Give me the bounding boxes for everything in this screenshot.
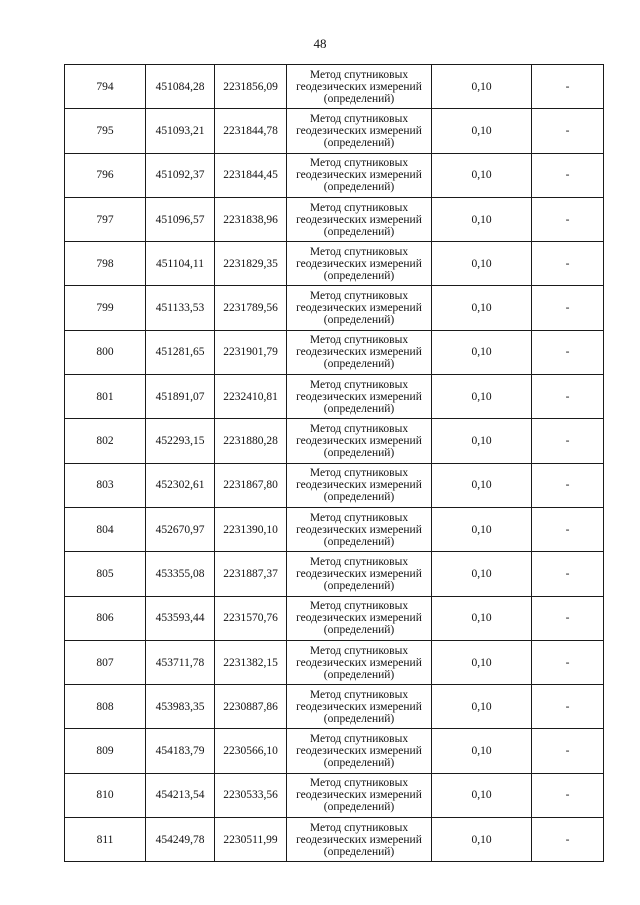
method-cell [287, 685, 432, 729]
table-row [65, 685, 604, 729]
method-text: Метод спутниковых геодезических измерений (определений) [296, 467, 422, 504]
x-coordinate-cell: 452293,15 [146, 419, 215, 463]
table-row [65, 463, 604, 507]
accuracy-cell: 0,10 [432, 596, 532, 640]
table-row [65, 640, 604, 684]
accuracy-cell: 0,10 [432, 242, 532, 286]
y-coordinate-cell: 2231789,56 [215, 286, 287, 330]
accuracy-cell: 0,10 [432, 197, 532, 241]
description-cell: - [532, 65, 604, 109]
method-text: Метод спутниковых геодезических измерений (определений) [296, 245, 422, 282]
x-coordinate-cell: 451281,65 [146, 330, 215, 374]
x-coordinate-cell: 451093,21 [146, 109, 215, 153]
description-cell: - [532, 773, 604, 817]
table-row [65, 596, 604, 640]
x-coordinate-cell: 451096,57 [146, 197, 215, 241]
point-number-cell: 804 [65, 507, 146, 551]
point-number-cell: 798 [65, 242, 146, 286]
point-number-cell: 794 [65, 65, 146, 109]
description-cell: - [532, 685, 604, 729]
y-coordinate-cell: 2231901,79 [215, 330, 287, 374]
table-body [65, 65, 604, 862]
point-number-cell: 805 [65, 552, 146, 596]
table-row [65, 419, 604, 463]
x-coordinate-cell: 451891,07 [146, 375, 215, 419]
point-number-cell: 797 [65, 197, 146, 241]
description-cell: - [532, 153, 604, 197]
method-cell [287, 65, 432, 109]
method-cell [287, 507, 432, 551]
description-cell: - [532, 197, 604, 241]
method-cell [287, 242, 432, 286]
description-cell: - [532, 109, 604, 153]
method-text: Метод спутниковых геодезических измерений (определений) [296, 777, 422, 814]
x-coordinate-cell: 451133,53 [146, 286, 215, 330]
table-row [65, 330, 604, 374]
method-text: Метод спутниковых геодезических измерений (определений) [296, 555, 422, 592]
method-cell [287, 640, 432, 684]
method-cell [287, 463, 432, 507]
accuracy-cell: 0,10 [432, 729, 532, 773]
accuracy-cell: 0,10 [432, 463, 532, 507]
table-row [65, 109, 604, 153]
accuracy-cell: 0,10 [432, 685, 532, 729]
y-coordinate-cell: 2231844,78 [215, 109, 287, 153]
y-coordinate-cell: 2231880,28 [215, 419, 287, 463]
table-row [65, 818, 604, 862]
point-number-cell: 795 [65, 109, 146, 153]
description-cell: - [532, 596, 604, 640]
x-coordinate-cell: 452302,61 [146, 463, 215, 507]
point-number-cell: 801 [65, 375, 146, 419]
method-cell [287, 818, 432, 862]
x-coordinate-cell: 453593,44 [146, 596, 215, 640]
y-coordinate-cell: 2230887,86 [215, 685, 287, 729]
y-coordinate-cell: 2231867,80 [215, 463, 287, 507]
method-cell [287, 552, 432, 596]
point-number-cell: 810 [65, 773, 146, 817]
table-row [65, 65, 604, 109]
method-cell [287, 197, 432, 241]
point-number-cell: 808 [65, 685, 146, 729]
method-cell [287, 153, 432, 197]
y-coordinate-cell: 2231887,37 [215, 552, 287, 596]
method-cell [287, 375, 432, 419]
table-row [65, 197, 604, 241]
accuracy-cell: 0,10 [432, 552, 532, 596]
y-coordinate-cell: 2231844,45 [215, 153, 287, 197]
y-coordinate-cell: 2231829,35 [215, 242, 287, 286]
description-cell: - [532, 330, 604, 374]
point-number-cell: 807 [65, 640, 146, 684]
x-coordinate-cell: 453355,08 [146, 552, 215, 596]
method-text: Метод спутниковых геодезических измерений (определений) [296, 423, 422, 460]
method-cell [287, 419, 432, 463]
x-coordinate-cell: 451084,28 [146, 65, 215, 109]
method-cell [287, 286, 432, 330]
accuracy-cell: 0,10 [432, 330, 532, 374]
y-coordinate-cell: 2231838,96 [215, 197, 287, 241]
point-number-cell: 803 [65, 463, 146, 507]
point-number-cell: 811 [65, 818, 146, 862]
accuracy-cell: 0,10 [432, 375, 532, 419]
x-coordinate-cell: 451092,37 [146, 153, 215, 197]
description-cell: - [532, 242, 604, 286]
accuracy-cell: 0,10 [432, 640, 532, 684]
method-text: Метод спутниковых геодезических измерений (определений) [296, 290, 422, 327]
method-cell [287, 596, 432, 640]
table-row [65, 286, 604, 330]
method-text: Метод спутниковых геодезических измерений (определений) [296, 821, 422, 858]
x-coordinate-cell: 452670,97 [146, 507, 215, 551]
point-number-cell: 800 [65, 330, 146, 374]
accuracy-cell: 0,10 [432, 419, 532, 463]
accuracy-cell: 0,10 [432, 153, 532, 197]
description-cell: - [532, 507, 604, 551]
x-coordinate-cell: 451104,11 [146, 242, 215, 286]
accuracy-cell: 0,10 [432, 773, 532, 817]
method-text: Метод спутниковых геодезических измерений (определений) [296, 201, 422, 238]
table-row [65, 375, 604, 419]
accuracy-cell: 0,10 [432, 109, 532, 153]
coordinates-table [64, 64, 604, 862]
y-coordinate-cell: 2231382,15 [215, 640, 287, 684]
method-cell [287, 729, 432, 773]
table-row [65, 773, 604, 817]
x-coordinate-cell: 454213,54 [146, 773, 215, 817]
y-coordinate-cell: 2230511,99 [215, 818, 287, 862]
table-row [65, 242, 604, 286]
accuracy-cell: 0,10 [432, 286, 532, 330]
description-cell: - [532, 419, 604, 463]
x-coordinate-cell: 454249,78 [146, 818, 215, 862]
method-text: Метод спутниковых геодезических измерений (определений) [296, 334, 422, 371]
y-coordinate-cell: 2231856,09 [215, 65, 287, 109]
method-text: Метод спутниковых геодезических измерений (определений) [296, 733, 422, 770]
method-cell [287, 330, 432, 374]
description-cell: - [532, 729, 604, 773]
table-row [65, 507, 604, 551]
description-cell: - [532, 640, 604, 684]
description-cell: - [532, 286, 604, 330]
method-text: Метод спутниковых геодезических измерений (определений) [296, 600, 422, 637]
point-number-cell: 809 [65, 729, 146, 773]
method-text: Метод спутниковых геодезических измерений (определений) [296, 378, 422, 415]
description-cell: - [532, 818, 604, 862]
y-coordinate-cell: 2232410,81 [215, 375, 287, 419]
description-cell: - [532, 375, 604, 419]
x-coordinate-cell: 453711,78 [146, 640, 215, 684]
accuracy-cell: 0,10 [432, 818, 532, 862]
y-coordinate-cell: 2230566,10 [215, 729, 287, 773]
accuracy-cell: 0,10 [432, 65, 532, 109]
method-cell [287, 109, 432, 153]
method-text: Метод спутниковых геодезических измерений (определений) [296, 644, 422, 681]
description-cell: - [532, 552, 604, 596]
method-text: Метод спутниковых геодезических измерений (определений) [296, 688, 422, 725]
point-number-cell: 802 [65, 419, 146, 463]
y-coordinate-cell: 2230533,56 [215, 773, 287, 817]
point-number-cell: 799 [65, 286, 146, 330]
method-cell [287, 773, 432, 817]
method-text: Метод спутниковых геодезических измерений (определений) [296, 112, 422, 149]
page-number: 48 [313, 36, 327, 51]
method-text: Метод спутниковых геодезических измерений (определений) [296, 157, 422, 194]
method-text: Метод спутниковых геодезических измерений (определений) [296, 511, 422, 548]
point-number-cell: 796 [65, 153, 146, 197]
description-cell: - [532, 463, 604, 507]
method-text: Метод спутниковых геодезических измерений (определений) [296, 68, 422, 105]
x-coordinate-cell: 454183,79 [146, 729, 215, 773]
accuracy-cell: 0,10 [432, 507, 532, 551]
table-row [65, 729, 604, 773]
table-row [65, 552, 604, 596]
point-number-cell: 806 [65, 596, 146, 640]
y-coordinate-cell: 2231570,76 [215, 596, 287, 640]
x-coordinate-cell: 453983,35 [146, 685, 215, 729]
table-row [65, 153, 604, 197]
y-coordinate-cell: 2231390,10 [215, 507, 287, 551]
